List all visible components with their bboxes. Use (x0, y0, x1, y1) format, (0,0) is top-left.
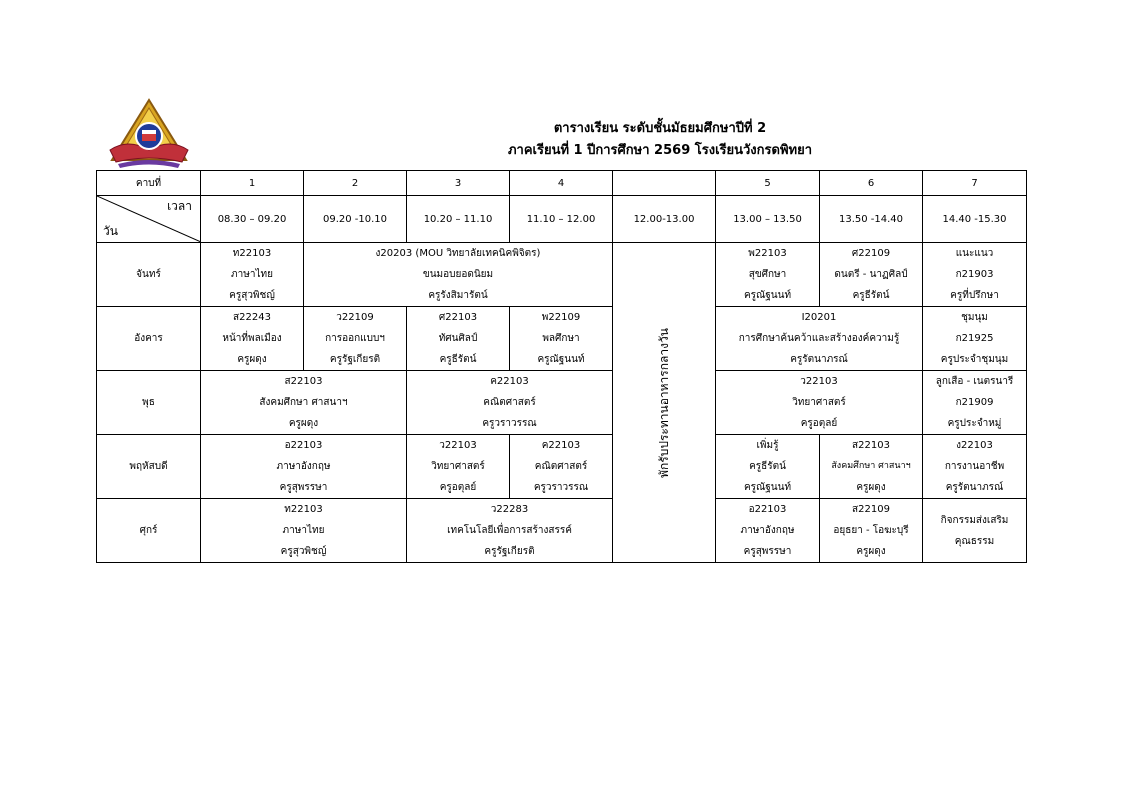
subject-name: อยุธยา - โอฆะบุรี (833, 525, 909, 536)
class-cell (407, 307, 510, 371)
subject-code: ท22103 (284, 504, 323, 515)
teacher-name: ครูสุวพิชญ์ (280, 546, 327, 557)
teacher-name: ครูประจำหมู่ (947, 418, 1002, 429)
subject-name: การออกแบบฯ (325, 333, 385, 344)
teacher-name: ครูสุพรรษา (279, 482, 328, 493)
day-name: อังคาร (97, 307, 201, 371)
subject-name: หน้าที่พลเมือง (222, 333, 282, 344)
subject-name: ครูธีรัตน์ (749, 461, 786, 472)
teacher-name: ครูณัฐนนท์ (537, 354, 585, 365)
time-2: 09.20 -10.10 (304, 196, 407, 243)
class-cell (201, 371, 407, 435)
class-cell (923, 243, 1027, 307)
subject-code: อ22103 (748, 504, 787, 515)
time-label: เวลา (167, 199, 192, 213)
day-row-wednesday (97, 371, 1027, 435)
class-cell (820, 435, 923, 499)
subject-code: ง22103 (956, 440, 993, 451)
period-lunch (613, 171, 716, 196)
subject-code: ว22103 (439, 440, 477, 451)
time-3: 10.20 – 11.10 (407, 196, 510, 243)
subject-name: วิทยาศาสตร์ (431, 461, 485, 472)
class-cell (201, 435, 407, 499)
teacher-name: ครูผดุง (856, 546, 886, 557)
class-cell (407, 499, 613, 563)
period-label: คาบที่ (97, 171, 201, 196)
teacher-name: ครูอตุลย์ (439, 482, 477, 493)
class-cell (716, 307, 923, 371)
subject-code: ลูกเสือ - เนตรนารี (935, 376, 1014, 387)
day-label: วัน (103, 224, 118, 238)
period-1: 1 (201, 171, 304, 196)
day-name: จันทร์ (97, 243, 201, 307)
class-cell (716, 435, 820, 499)
class-cell (510, 307, 613, 371)
subject-code: พ22103 (748, 248, 787, 259)
day-name: พุธ (97, 371, 201, 435)
class-cell (923, 371, 1027, 435)
period-3: 3 (407, 171, 510, 196)
subject-name: ภาษาไทย (231, 269, 273, 280)
teacher-name: ครูผดุง (288, 418, 319, 429)
subject-code: เพิ่มรู้ (756, 440, 779, 451)
subject-code: ค22103 (490, 376, 529, 387)
teacher-name: ครูที่ปรึกษา (950, 290, 999, 301)
period-header-row (97, 171, 1027, 196)
teacher-name: ครูรัตนาภรณ์ (945, 482, 1004, 493)
teacher-name: ครูอตุลย์ (800, 418, 838, 429)
class-cell (716, 371, 923, 435)
lunch-break-cell (613, 243, 716, 563)
subject-code: อ22103 (284, 440, 323, 451)
subject-name: ภาษาไทย (282, 525, 325, 536)
subject-name: สุขศึกษา (748, 269, 787, 280)
subject-name: คณิตศาสตร์ (534, 461, 588, 472)
subject-name: สังคมศึกษา ศาสนาฯ (831, 461, 911, 471)
activity-name: คุณธรรม (954, 535, 995, 547)
subject-name: การศึกษาค้นคว้าและสร้างองค์ความรู้ (738, 333, 900, 344)
day-row-friday (97, 499, 1027, 563)
class-cell (201, 307, 304, 371)
subject-code: ส22103 (284, 376, 323, 387)
subject-name: ทัศนศิลป์ (438, 333, 478, 344)
time-1: 08.30 – 09.20 (201, 196, 304, 243)
period-2: 2 (304, 171, 407, 196)
subject-name: สังคมศึกษา ศาสนาฯ (259, 397, 348, 408)
subject-code: ส22109 (852, 504, 890, 515)
class-cell (201, 499, 407, 563)
time-5: 13.00 – 13.50 (716, 196, 820, 243)
subject-code: ท22103 (232, 248, 272, 259)
class-cell (923, 499, 1027, 563)
subject-name: ภาษาอังกฤษ (276, 461, 331, 472)
school-emblem-logo (108, 98, 190, 168)
schedule-subtitle: ภาคเรียนที่ 1 ปีการศึกษา 2569 โรงเรียนวังกรดพิทยา (507, 143, 813, 158)
subject-name: วิทยาศาสตร์ (792, 397, 846, 408)
subject-code: I20201 (801, 312, 837, 323)
class-cell (820, 243, 923, 307)
class-cell (923, 435, 1027, 499)
subject-name: การงานอาชีพ (944, 461, 1005, 472)
subject-code: ว22109 (336, 312, 374, 323)
teacher-name: ครูผดุง (237, 354, 267, 365)
timetable (96, 170, 1027, 563)
subject-name: ดนตรี - นาฏศิลป์ (834, 269, 908, 280)
teacher-name: ครูธีรัตน์ (852, 290, 890, 301)
teacher-name: ครูรังสิมารัตน์ (428, 290, 488, 301)
subject-code: ศ22103 (438, 312, 478, 323)
time-4: 11.10 – 12.00 (510, 196, 613, 243)
teacher-name: ครูรัฐเกียรติ (484, 546, 535, 557)
class-cell (201, 243, 304, 307)
subject-code: แนะแนว (955, 248, 994, 259)
subject-name: คณิตศาสตร์ (483, 397, 536, 408)
subject-name: ก21909 (955, 397, 994, 408)
teacher-name: ครูรัตนาภรณ์ (790, 354, 848, 365)
subject-name: เทคโนโลยีเพื่อการสร้างสรรค์ (447, 525, 572, 536)
class-cell (407, 371, 613, 435)
subject-name: ขนมอบยอดนิยม (422, 269, 494, 280)
activity-name: กิจกรรมส่งเสริม (940, 514, 1009, 526)
subject-code: ว22103 (800, 376, 838, 387)
subject-code: ส22103 (852, 440, 890, 451)
period-5: 5 (716, 171, 820, 196)
subject-code: ค22103 (541, 440, 581, 451)
class-cell (716, 243, 820, 307)
day-name: พฤหัสบดี (97, 435, 201, 499)
teacher-name: ครูณัฐนนท์ (743, 290, 792, 301)
day-row-tuesday (97, 307, 1027, 371)
teacher-name: ครูรัฐเกียรติ (329, 354, 381, 365)
lunch-break-label: พักรับประทานอาหารกลางวัน (657, 327, 671, 478)
class-cell (304, 307, 407, 371)
teacher-name: ครูประจำชุมนุม (940, 354, 1009, 365)
class-cell (716, 499, 820, 563)
class-cell (923, 307, 1027, 371)
class-cell (510, 435, 613, 499)
schedule-title: ตารางเรียน ระดับชั้นมัธยมศึกษาปีที่ 2 (553, 121, 767, 136)
subject-name: ก21925 (955, 333, 994, 344)
class-cell (304, 243, 613, 307)
day-name: ศุกร์ (97, 499, 201, 563)
class-cell (820, 499, 923, 563)
subject-name: พลศึกษา (542, 333, 580, 344)
day-row-thursday (97, 435, 1027, 499)
time-6: 13.50 -14.40 (820, 196, 923, 243)
subject-name: ก21903 (955, 269, 994, 280)
time-7: 14.40 -15.30 (923, 196, 1027, 243)
teacher-name: ครูสุวพิชญ์ (229, 290, 275, 301)
subject-code: ส22243 (233, 312, 271, 323)
period-7: 7 (923, 171, 1027, 196)
teacher-name: ครูวราวรรณ (482, 418, 537, 429)
subject-code: ง20203 (MOU วิทยาลัยเทคนิคพิจิตร) (375, 248, 541, 259)
teacher-name: ครูวราวรรณ (533, 482, 589, 493)
subject-code: ศ22109 (851, 248, 891, 259)
subject-code: พ22109 (541, 312, 581, 323)
teacher-name: ครูผดุง (856, 482, 886, 493)
subject-code: ว22283 (490, 504, 529, 515)
period-4: 4 (510, 171, 613, 196)
teacher-name: ครูธีรัตน์ (439, 354, 477, 365)
time-lunch: 12.00-13.00 (613, 196, 716, 243)
class-cell (407, 435, 510, 499)
teacher-name: ครูณัฐนนท์ (743, 482, 792, 493)
subject-code: ชุมนุม (961, 312, 988, 323)
day-row-monday (97, 243, 1027, 307)
subject-name: ภาษาอังกฤษ (740, 525, 795, 536)
period-6: 6 (820, 171, 923, 196)
time-header-row (97, 196, 1027, 243)
time-day-corner (97, 196, 201, 243)
teacher-name: ครูสุพรรษา (743, 546, 792, 557)
